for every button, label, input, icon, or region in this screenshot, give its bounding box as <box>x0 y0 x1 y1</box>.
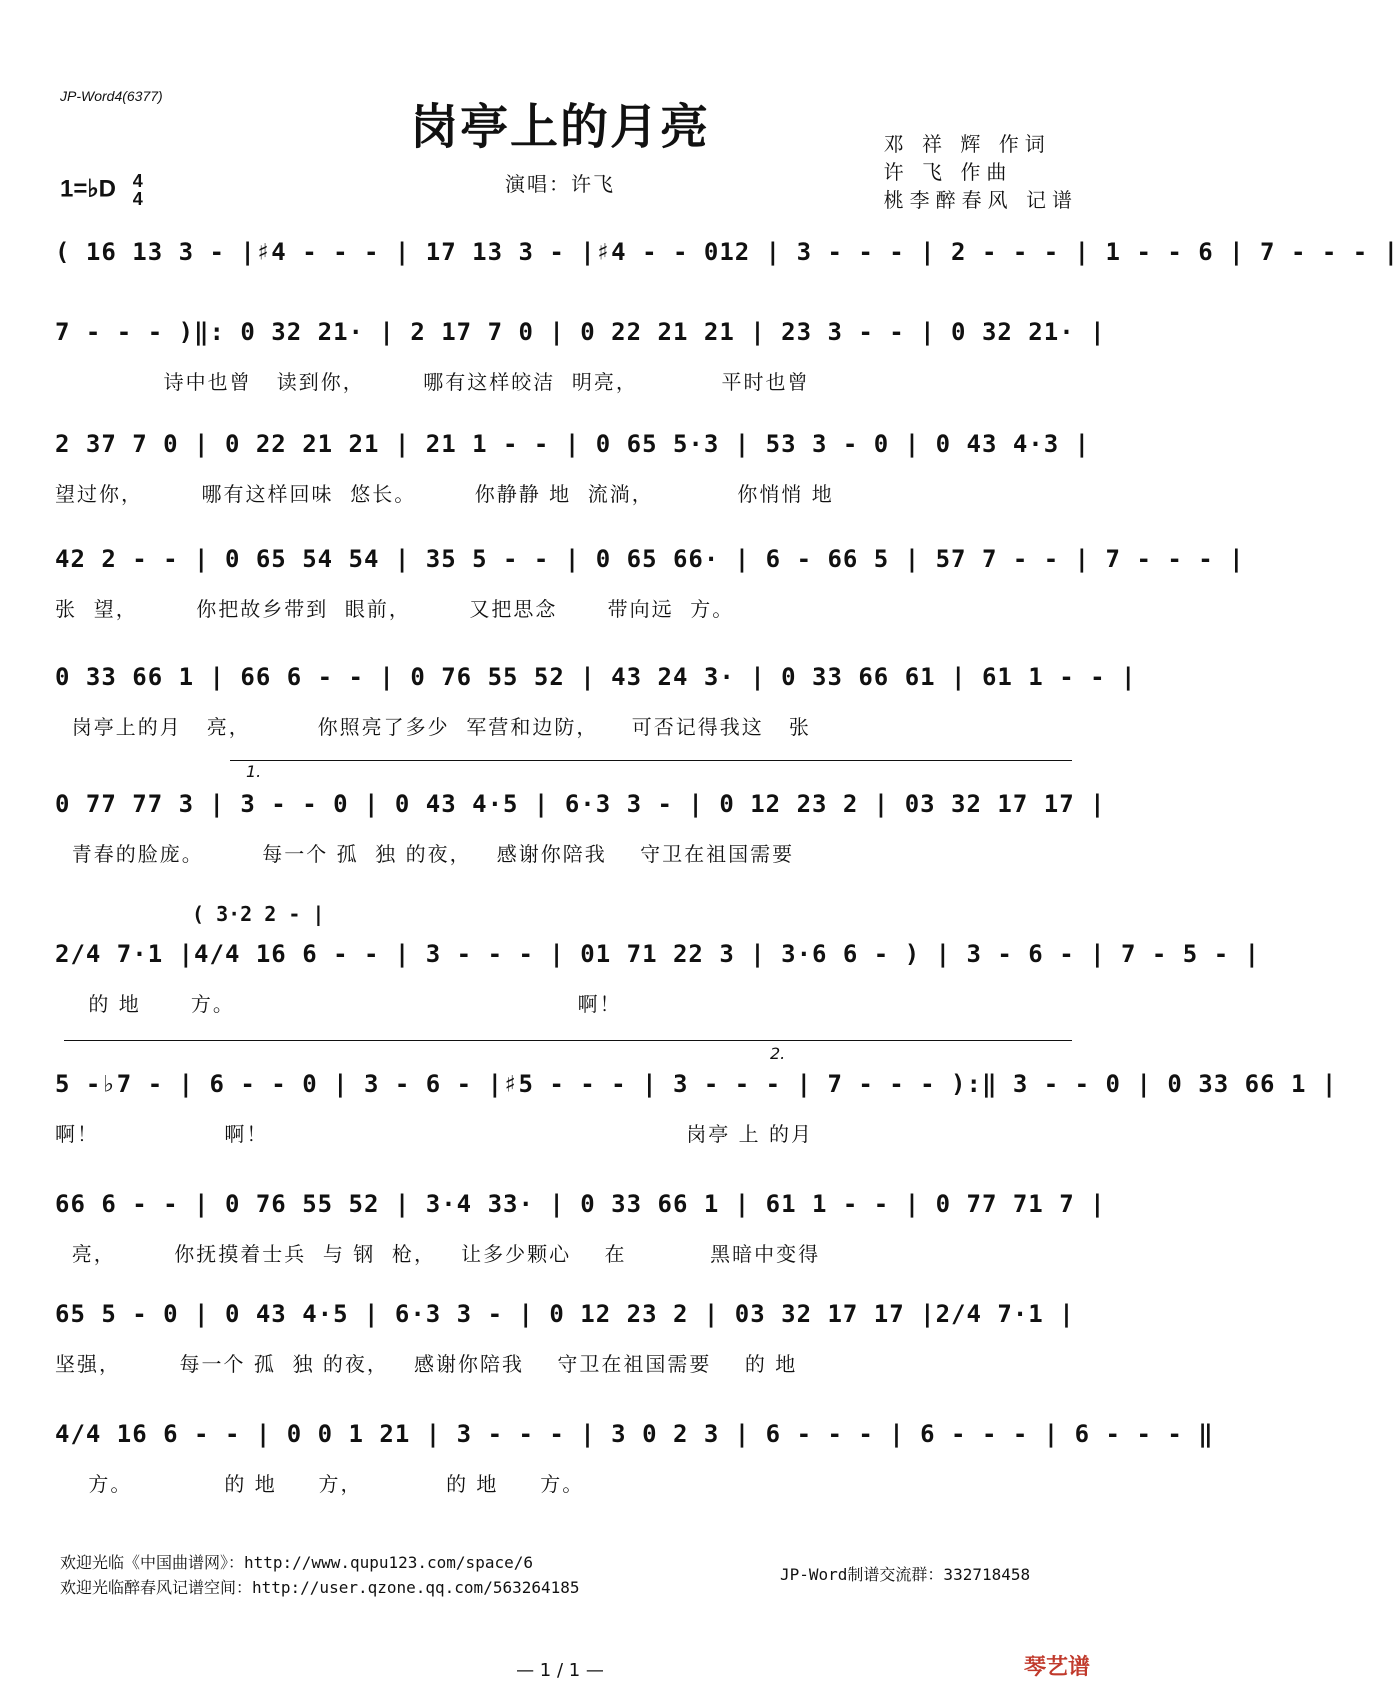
brand-logo: 琴艺谱 <box>1023 1655 1090 1680</box>
time-top: 4 <box>132 171 143 191</box>
page-number: — 1 / 1 — <box>516 1660 604 1681</box>
notes: 65 5 - 0 | 0 43 4·5 | 6·3 3 - | 0 12 23 2 | 03 32 17 17 |2/4 7·1 | <box>55 1300 1075 1328</box>
lyrics: 坚强， 每一个 孤 独 的夜， 感谢你陪我 守卫在祖国需要 的 地 <box>55 1352 798 1376</box>
volta-2-label: 2. <box>770 1044 786 1063</box>
page-title: 岗亭上的月亮 <box>409 99 710 155</box>
footer-link-2: 欢迎光临醉春风记谱空间：http://user.qzone.qq.com/563264185 <box>60 1578 580 1597</box>
notes: 0 77 77 3 | 3 - - 0 | 0 43 4·5 | 6·3 3 - | 0 12 23 2 | 03 32 17 17 | <box>55 790 1106 818</box>
lyrics: 岗亭上的月 亮， 你照亮了多少 军营和边防， 可否记得我这 张 <box>55 715 811 739</box>
time-bottom: 4 <box>132 189 143 209</box>
lyrics: 望过你， 哪有这样回味 悠长。 你静静 地 流淌， 你悄悄 地 <box>55 482 834 506</box>
lyrics: 方。 的 地 方， 的 地 方。 <box>55 1472 585 1496</box>
lyrics: 青春的脸庞。 每一个 孤 独 的夜， 感谢你陪我 守卫在祖国需要 <box>55 842 795 866</box>
footer-link-1: 欢迎光临《中国曲谱网》：http://www.qupu123.com/space/6 <box>60 1553 533 1572</box>
key-signature <box>60 172 143 208</box>
notes: 5 -♭7 - | 6 - - 0 | 3 - 6 - |♯5 - - - | 3 - - - | 7 - - - ):‖ 3 - - 0 | 0 33 66 1 | <box>55 1070 1338 1098</box>
singer-label: 演唱：许飞 <box>505 172 615 196</box>
notes: 4/4 16 6 - - | 0 0 1 21 | 3 - - - | 3 0 2 3 | 6 - - - | 6 - - - | 6 - - - ‖ <box>55 1420 1214 1448</box>
lyrics: 诗中也曾 读到你， 哪有这样皎洁 明亮， 平时也曾 <box>55 370 810 394</box>
notes: 2 37 7 0 | 0 22 21 21 | 21 1 - - | 0 65 5·3 | 53 3 - 0 | 0 43 4·3 | <box>55 430 1091 458</box>
lyrics: 张 望， 你把故乡带到 眼前， 又把思念 带向远 方。 <box>55 597 735 621</box>
notes: 7 - - - )‖: 0 32 21· | 2 17 7 0 | 0 22 21 21 | 23 3 - - | 0 32 21· | <box>55 318 1106 346</box>
volta-2-bracket <box>755 1040 1072 1041</box>
notes: 2/4 7·1 |4/4 16 6 - - | 3 - - - | 01 71 22 3 | 3·6 6 - ) | 3 - 6 - | 7 - 5 - | <box>55 940 1261 968</box>
notes: 0 33 66 1 | 66 6 - - | 0 76 55 52 | 43 24 3· | 0 33 66 61 | 61 1 - - | <box>55 663 1137 691</box>
credits <box>884 130 1078 214</box>
composer-credit: 许 飞 作曲 <box>883 160 1013 184</box>
lyrics: 的 地 方。 啊！ <box>55 992 622 1016</box>
lyrics: 啊！ 啊！ 岗亭 上 的月 <box>55 1122 813 1146</box>
transcriber-credit: 桃李醉春风 记谱 <box>883 188 1078 212</box>
software-label: JP-Word4(6377) <box>60 88 163 104</box>
lyrics: 亮， 你抚摸着士兵 与 钢 枪， 让多少颗心 在 黑暗中变得 <box>55 1242 821 1266</box>
footer-group: JP-Word制谱交流群：332718458 <box>780 1565 1031 1584</box>
volta-1-label: 1. <box>246 762 262 781</box>
lyricist-credit: 邓 祥 辉 作词 <box>883 132 1051 156</box>
notes: 42 2 - - | 0 65 54 54 | 35 5 - - | 0 65 66· | 6 - 66 5 | 57 7 - - | 7 - - - | <box>55 545 1245 573</box>
volta-1-bracket <box>230 760 1072 761</box>
notes: ( 16 13 3 - |♯4 - - - | 17 13 3 - |♯4 - - 012 | 3 - - - | 2 - - - | 1 - - 6 | 7 - - - | <box>55 238 1399 266</box>
key-label: 1=♭D <box>60 175 117 203</box>
alt-phrase: ( 3·2 2 - | <box>192 902 325 926</box>
time-signature <box>133 172 143 208</box>
notes: 66 6 - - | 0 76 55 52 | 3·4 33· | 0 33 66 1 | 61 1 - - | 0 77 71 7 | <box>55 1190 1106 1218</box>
